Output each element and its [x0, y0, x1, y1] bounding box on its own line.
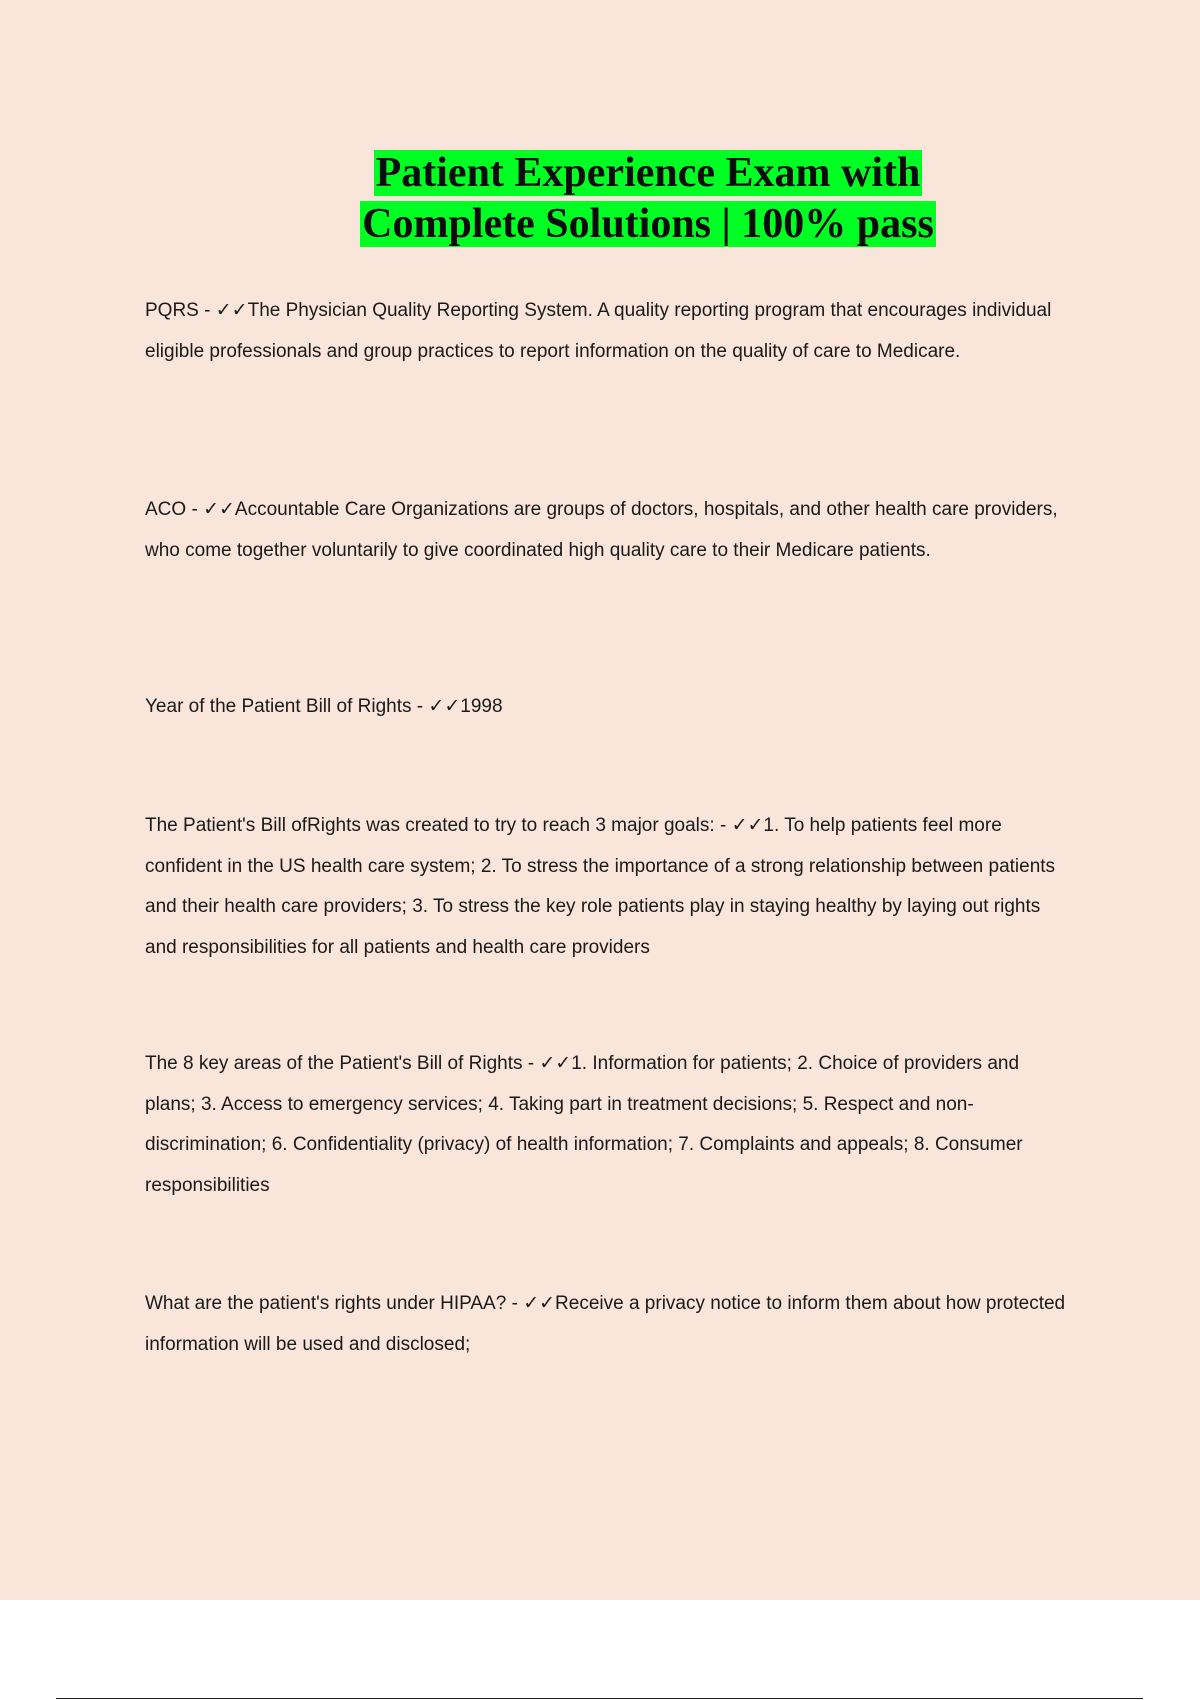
question-text: The 8 key areas of the Patient's Bill of Rights: [145, 1053, 523, 1074]
document-title: [0, 148, 1200, 250]
title-line-2: Complete Solutions | 100% pass: [362, 201, 934, 247]
question-text: ACO: [145, 499, 187, 520]
answer-text: Accountable Care Organizations are groups of doctors, hospitals, and other health care providers, who come together voluntarily to give coordinated high quality care to their Medicare patients.: [145, 499, 1058, 561]
answer-text: 1. To help patients feel more confident in the US health care system; 2. To stress the importance of a strong relationship between patients and their health care providers; 3. To stress the key role patients play in staying healthy by laying out rights and responsibilities for all patients and health care providers: [145, 815, 1056, 958]
check-icon: ✓✓: [203, 498, 235, 520]
separator: -: [186, 499, 204, 520]
qa-item-bill-of-rights-goals: [145, 805, 1070, 968]
separator: -: [198, 300, 216, 321]
check-icon: ✓✓: [523, 1292, 556, 1314]
qa-item-bill-of-rights-key-areas: [145, 1043, 1070, 1206]
question-text: Year of the Patient Bill of Rights: [145, 696, 412, 717]
separator: -: [411, 696, 429, 717]
question-text: What are the patient's rights under HIPAA?: [145, 1293, 507, 1314]
separator: -: [522, 1053, 540, 1074]
separator: -: [714, 815, 732, 836]
check-icon: ✓✓: [215, 299, 248, 321]
check-icon: ✓✓: [539, 1052, 572, 1074]
qa-item-hipaa-rights: [145, 1283, 1070, 1365]
check-icon: ✓✓: [428, 695, 461, 717]
page-divider: [56, 1698, 1143, 1699]
answer-text: The Physician Quality Reporting System. A quality reporting program that encourages individual eligible professionals and group practices to report information on the quality of care to Medicare.: [145, 300, 1052, 362]
answer-text: Receive a privacy notice to inform them about how protected information will be used and disclosed;: [145, 1293, 1066, 1355]
separator: -: [506, 1293, 524, 1314]
qa-item-aco: [145, 489, 1070, 571]
qa-item-bill-of-rights-year: [145, 686, 1070, 728]
question-text: PQRS: [145, 300, 199, 321]
qa-item-pqrs: [145, 290, 1070, 372]
answer-text: 1998: [460, 696, 503, 717]
title-line-1: Patient Experience Exam with: [375, 150, 921, 196]
check-icon: ✓✓: [731, 814, 764, 836]
answer-text: 1. Information for patients; 2. Choice of providers and plans; 3. Access to emergency services; 4. Taking part in treatment decisions; 5. Respect and non-discrimination; 6. Confidentiality (privacy) of health information; 7. Complaints and appeals; 8. Consumer responsibilities: [145, 1053, 1023, 1196]
question-text: The Patient's Bill ofRights was created to try to reach 3 major goals:: [145, 815, 715, 836]
